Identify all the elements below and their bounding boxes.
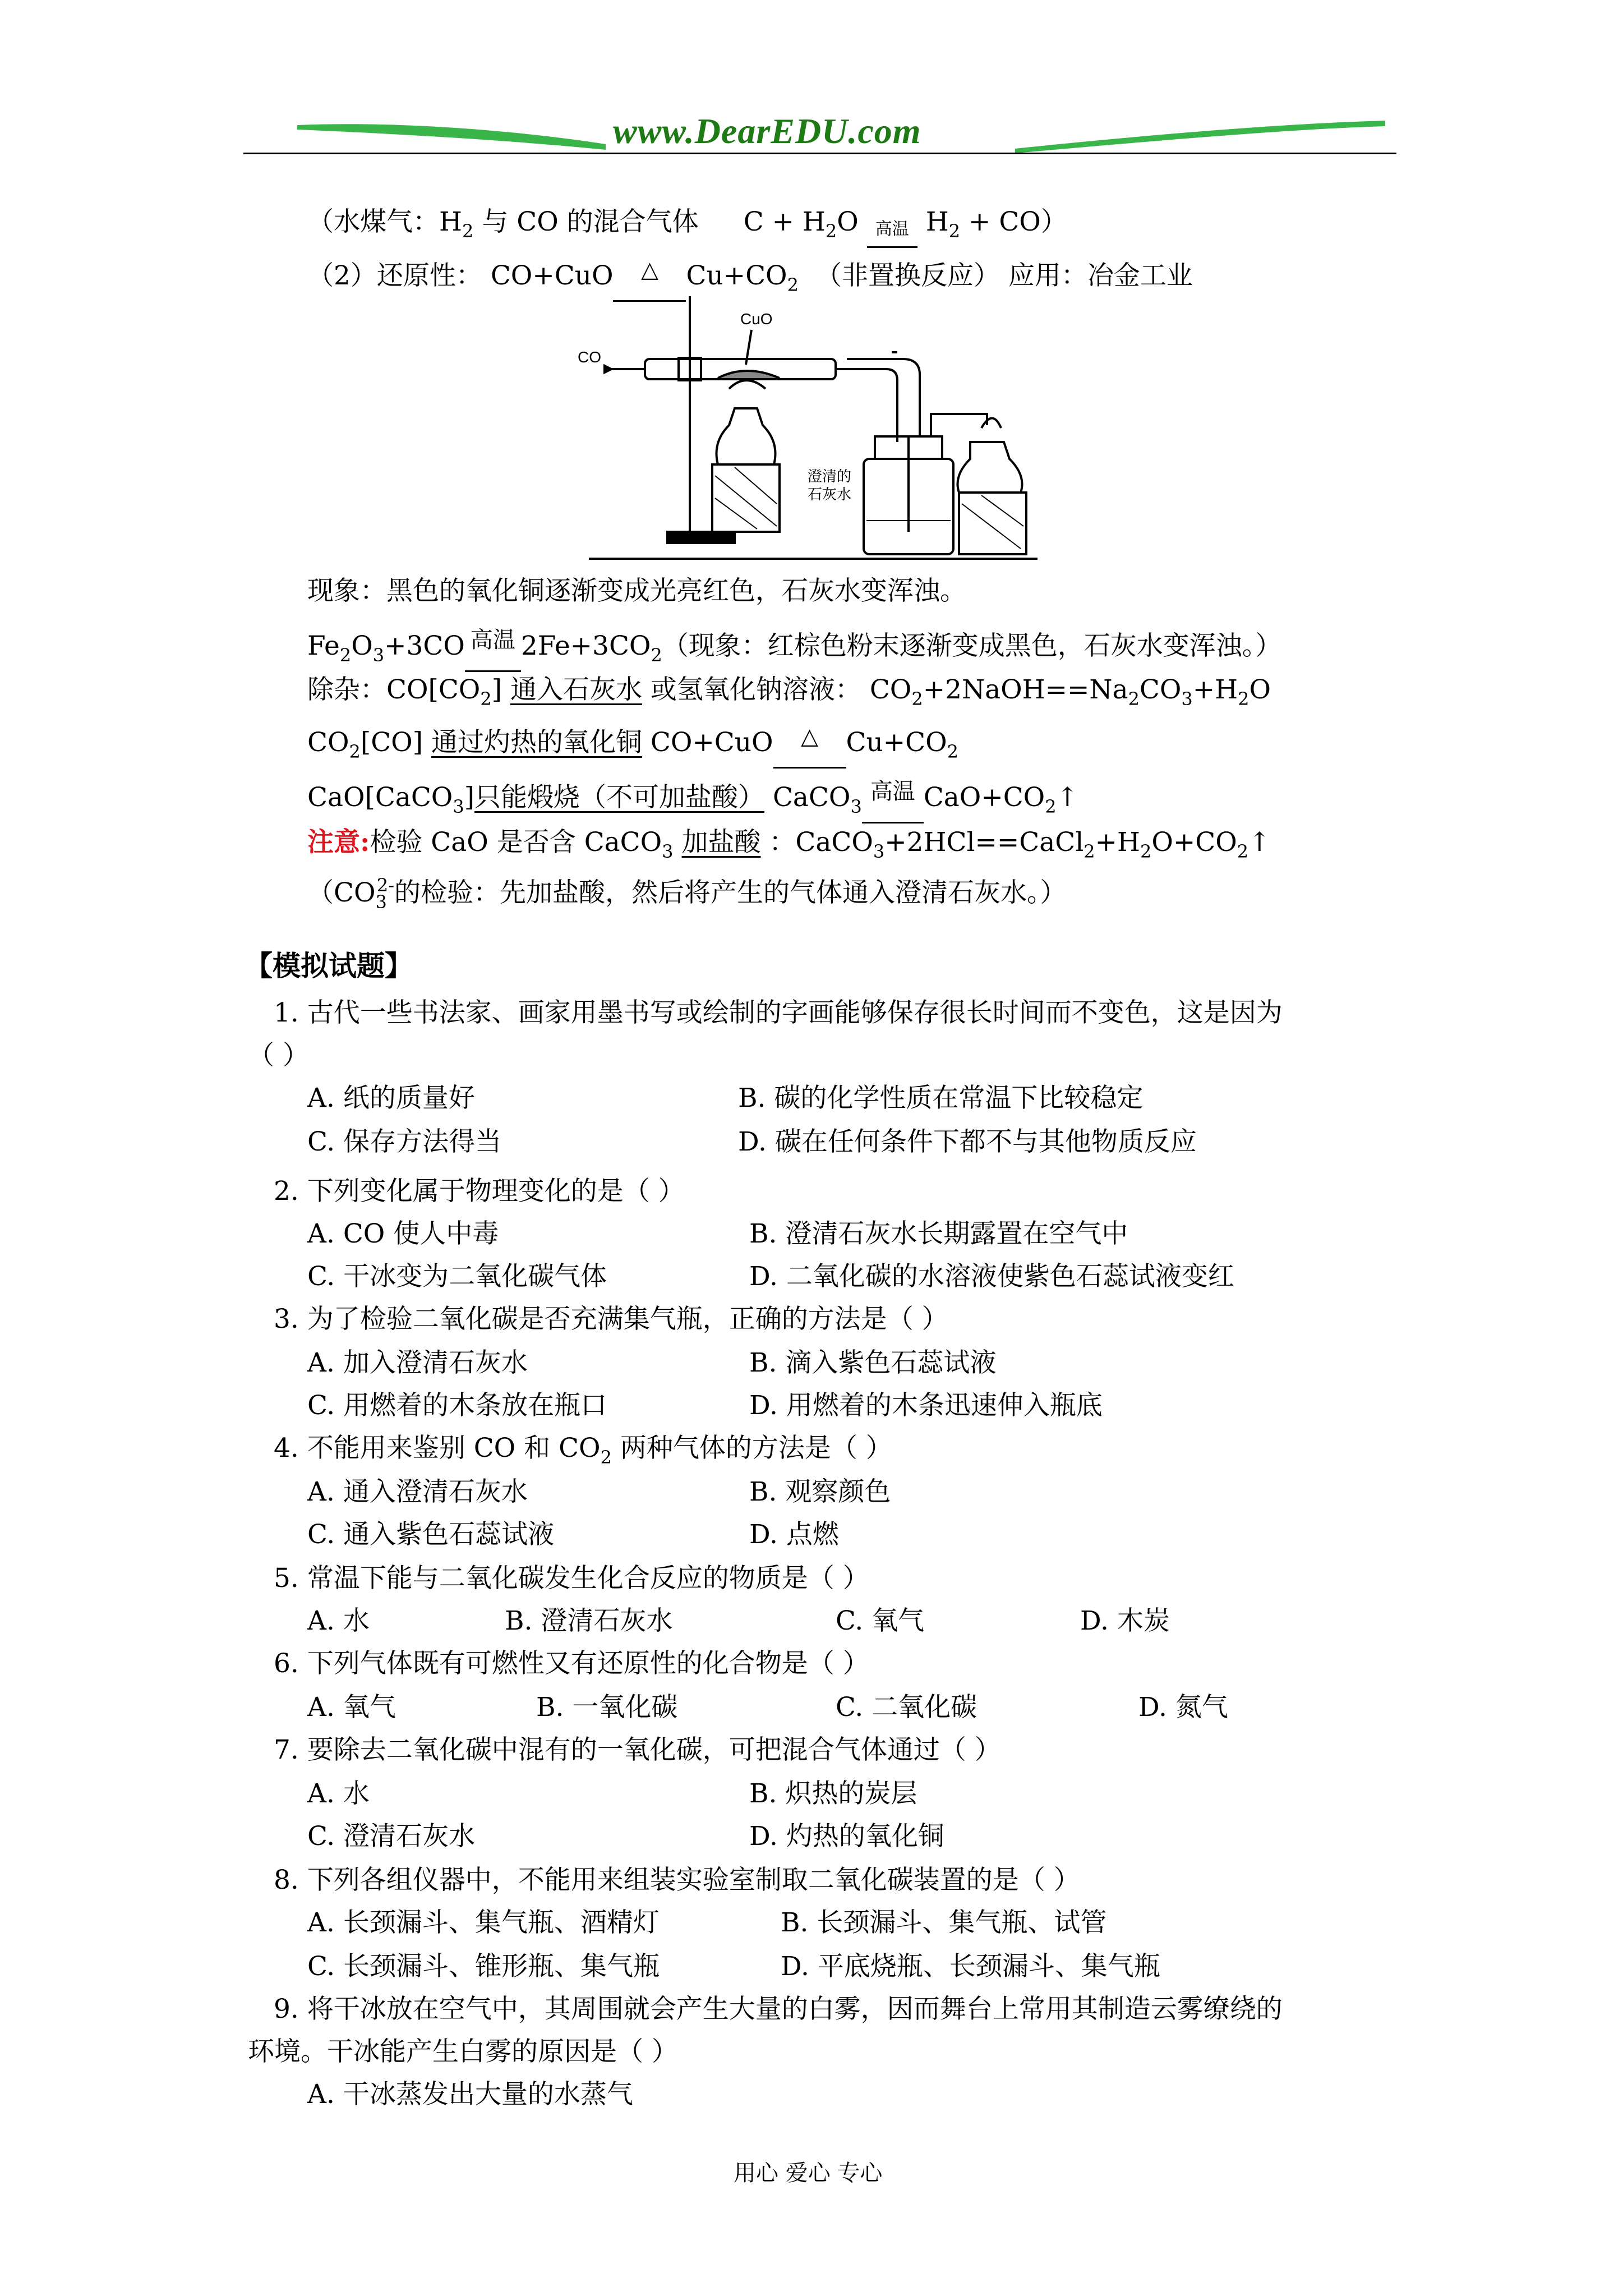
purify-cao-line: CaO[CaCO$_3$]只能煅烧（不可加盐酸） CaCO$_3$ 高温 $CaO+CO_2↑$ — [307, 781, 1078, 823]
question-4-option-d[interactable]: D. 点燃 — [749, 1519, 839, 1550]
question-4-option-c[interactable]: C. 通入紫色石蕊试液 — [307, 1519, 555, 1550]
question-8-option-d[interactable]: D. 平底烧瓶、长颈漏斗、集气瓶 — [781, 1951, 1160, 1982]
question-7-option-a[interactable]: A. 水 — [307, 1778, 370, 1809]
question-7-stem: 7. 要除去二氧化碳中混有的一氧化碳，可把混合气体通过（ ） — [274, 1734, 1001, 1765]
question-5-option-a[interactable]: A. 水 — [307, 1605, 370, 1636]
section-title: 【模拟试题】 — [245, 949, 413, 982]
question-6-option-a[interactable]: A. 氧气 — [307, 1692, 396, 1723]
question-1-option-b[interactable]: B. 碳的化学性质在常温下比较稳定 — [738, 1083, 1144, 1114]
question-3-option-c[interactable]: C. 用燃着的木条放在瓶口 — [307, 1390, 607, 1421]
question-5-option-d[interactable]: D. 木炭 — [1080, 1605, 1170, 1636]
reducing-line: （2）还原性： CO+CuO △ $Cu+CO_2$ （非置换反应） 应用：冶金工业 — [307, 259, 1193, 302]
question-2-option-d[interactable]: D. 二氧化碳的水溶液使紫色石蕊试液变红 — [749, 1261, 1234, 1292]
question-8-option-c[interactable]: C. 长颈漏斗、锥形瓶、集气瓶 — [307, 1951, 660, 1982]
question-4-option-a[interactable]: A. 通入澄清石灰水 — [307, 1476, 528, 1507]
header-rule — [243, 153, 1396, 154]
question-3-option-a[interactable]: A. 加入澄清石灰水 — [307, 1347, 528, 1378]
question-7-option-d[interactable]: D. 灼热的氧化铜 — [749, 1821, 944, 1852]
note-label: 注意: — [307, 827, 370, 858]
question-1-option-d[interactable]: D. 碳在任何条件下都不与其他物质反应 — [738, 1126, 1197, 1157]
question-8-option-b[interactable]: B. 长颈漏斗、集气瓶、试管 — [781, 1907, 1107, 1938]
fe2o3-line: $Fe_2O_3+3CO$ 高温 $2Fe+3CO_2$（现象：红棕色粉末逐渐变成黑色，石灰水变浑浊。） — [307, 629, 1281, 672]
question-9-stem-cont: 环境。干冰能产生白雾的原因是（ ） — [248, 2036, 678, 2067]
page-footer: 用心 爱心 专心 — [734, 2160, 883, 2186]
water-gas-line: （水煤气：$H_2$ 与 CO 的混合气体 $C + H_2O$ 高温 $H_2 + CO$） — [307, 205, 1067, 248]
diagram-co-label: CO — [578, 348, 601, 366]
question-4-stem: 4. 不能用来鉴别 CO 和 $CO_2$ 两种气体的方法是（ ） — [274, 1433, 892, 1468]
question-2-stem: 2. 下列变化属于物理变化的是（ ） — [274, 1176, 685, 1207]
question-9-stem: 9. 将干冰放在空气中，其周围就会产生大量的白雾，因而舞台上常用其制造云雾缭绕的 — [274, 1994, 1283, 2024]
question-6-stem: 6. 下列气体既有可燃性又有还原性的化合物是（ ） — [274, 1648, 869, 1679]
co3-test-line: （$CO_3^{2-}$的检验：先加盐酸，然后将产生的气体通入澄清石灰水。） — [307, 875, 1067, 913]
purify-co-line: 除杂：$CO[CO_2]$ 通入石灰水 或氢氧化钠溶液： $CO_2+2NaOH==Na_2CO_3+H_2O$ — [307, 674, 1271, 710]
question-6-option-c[interactable]: C. 二氧化碳 — [836, 1692, 978, 1723]
question-2-option-b[interactable]: B. 澄清石灰水长期露置在空气中 — [749, 1218, 1128, 1249]
diagram-limewater-label-1: 澄清的 — [808, 468, 852, 485]
question-3-option-b[interactable]: B. 滴入紫色石蕊试液 — [749, 1347, 997, 1378]
question-5-option-c[interactable]: C. 氧气 — [836, 1605, 925, 1636]
question-2-option-a[interactable]: A. CO 使人中毒 — [307, 1218, 499, 1249]
purify-co2-line: $CO_2[CO]$ 通过灼热的氧化铜 CO+CuO △ $Cu+CO_2$ — [307, 726, 958, 769]
question-7-option-c[interactable]: C. 澄清石灰水 — [307, 1821, 476, 1852]
question-8-stem: 8. 下列各组仪器中，不能用来组装实验室制取二氧化碳装置的是（ ） — [274, 1865, 1080, 1895]
co-reduction-apparatus-diagram — [578, 296, 1054, 565]
question-1-option-a[interactable]: A. 纸的质量好 — [307, 1083, 475, 1114]
question-3-option-d[interactable]: D. 用燃着的木条迅速伸入瓶底 — [749, 1390, 1103, 1421]
question-2-option-c[interactable]: C. 干冰变为二氧化碳气体 — [307, 1261, 607, 1292]
question-6-option-d[interactable]: D. 氮气 — [1138, 1692, 1228, 1723]
question-5-stem: 5. 常温下能与二氧化碳发生化合反应的物质是（ ） — [274, 1563, 869, 1594]
phenomenon-line: 现象：黑色的氧化铜逐渐变成光亮红色，石灰水变浑浊。 — [307, 576, 966, 606]
question-9-option-a[interactable]: A. 干冰蒸发出大量的水蒸气 — [307, 2079, 633, 2110]
question-8-option-a[interactable]: A. 长颈漏斗、集气瓶、酒精灯 — [307, 1907, 660, 1938]
diagram-limewater-label-2: 石灰水 — [808, 486, 852, 503]
question-5-option-b[interactable]: B. 澄清石灰水 — [505, 1605, 673, 1636]
note-line: 注意:检验 CaO 是否含 CaCO$_3$ 加盐酸 ：$CaCO_3+2HCl==CaCl_2+H_2O+CO_2↑$ — [307, 827, 1271, 862]
header-logo: www.DearEDU.com — [613, 111, 921, 151]
question-1-stem: 1. 古代一些书法家、画家用墨书写或绘制的字画能够保存很长时间而不变色，这是因为 — [274, 997, 1283, 1028]
question-6-option-b[interactable]: B. 一氧化碳 — [536, 1692, 678, 1723]
question-3-stem: 3. 为了检验二氧化碳是否充满集气瓶，正确的方法是（ ） — [274, 1304, 948, 1335]
diagram-cuo-label: CuO — [740, 310, 773, 328]
question-7-option-b[interactable]: B. 炽热的炭层 — [749, 1778, 917, 1809]
question-1-stem-cont: （ ） — [248, 1040, 309, 1071]
question-1-option-c[interactable]: C. 保存方法得当 — [307, 1126, 502, 1157]
question-4-option-b[interactable]: B. 观察颜色 — [749, 1476, 891, 1507]
